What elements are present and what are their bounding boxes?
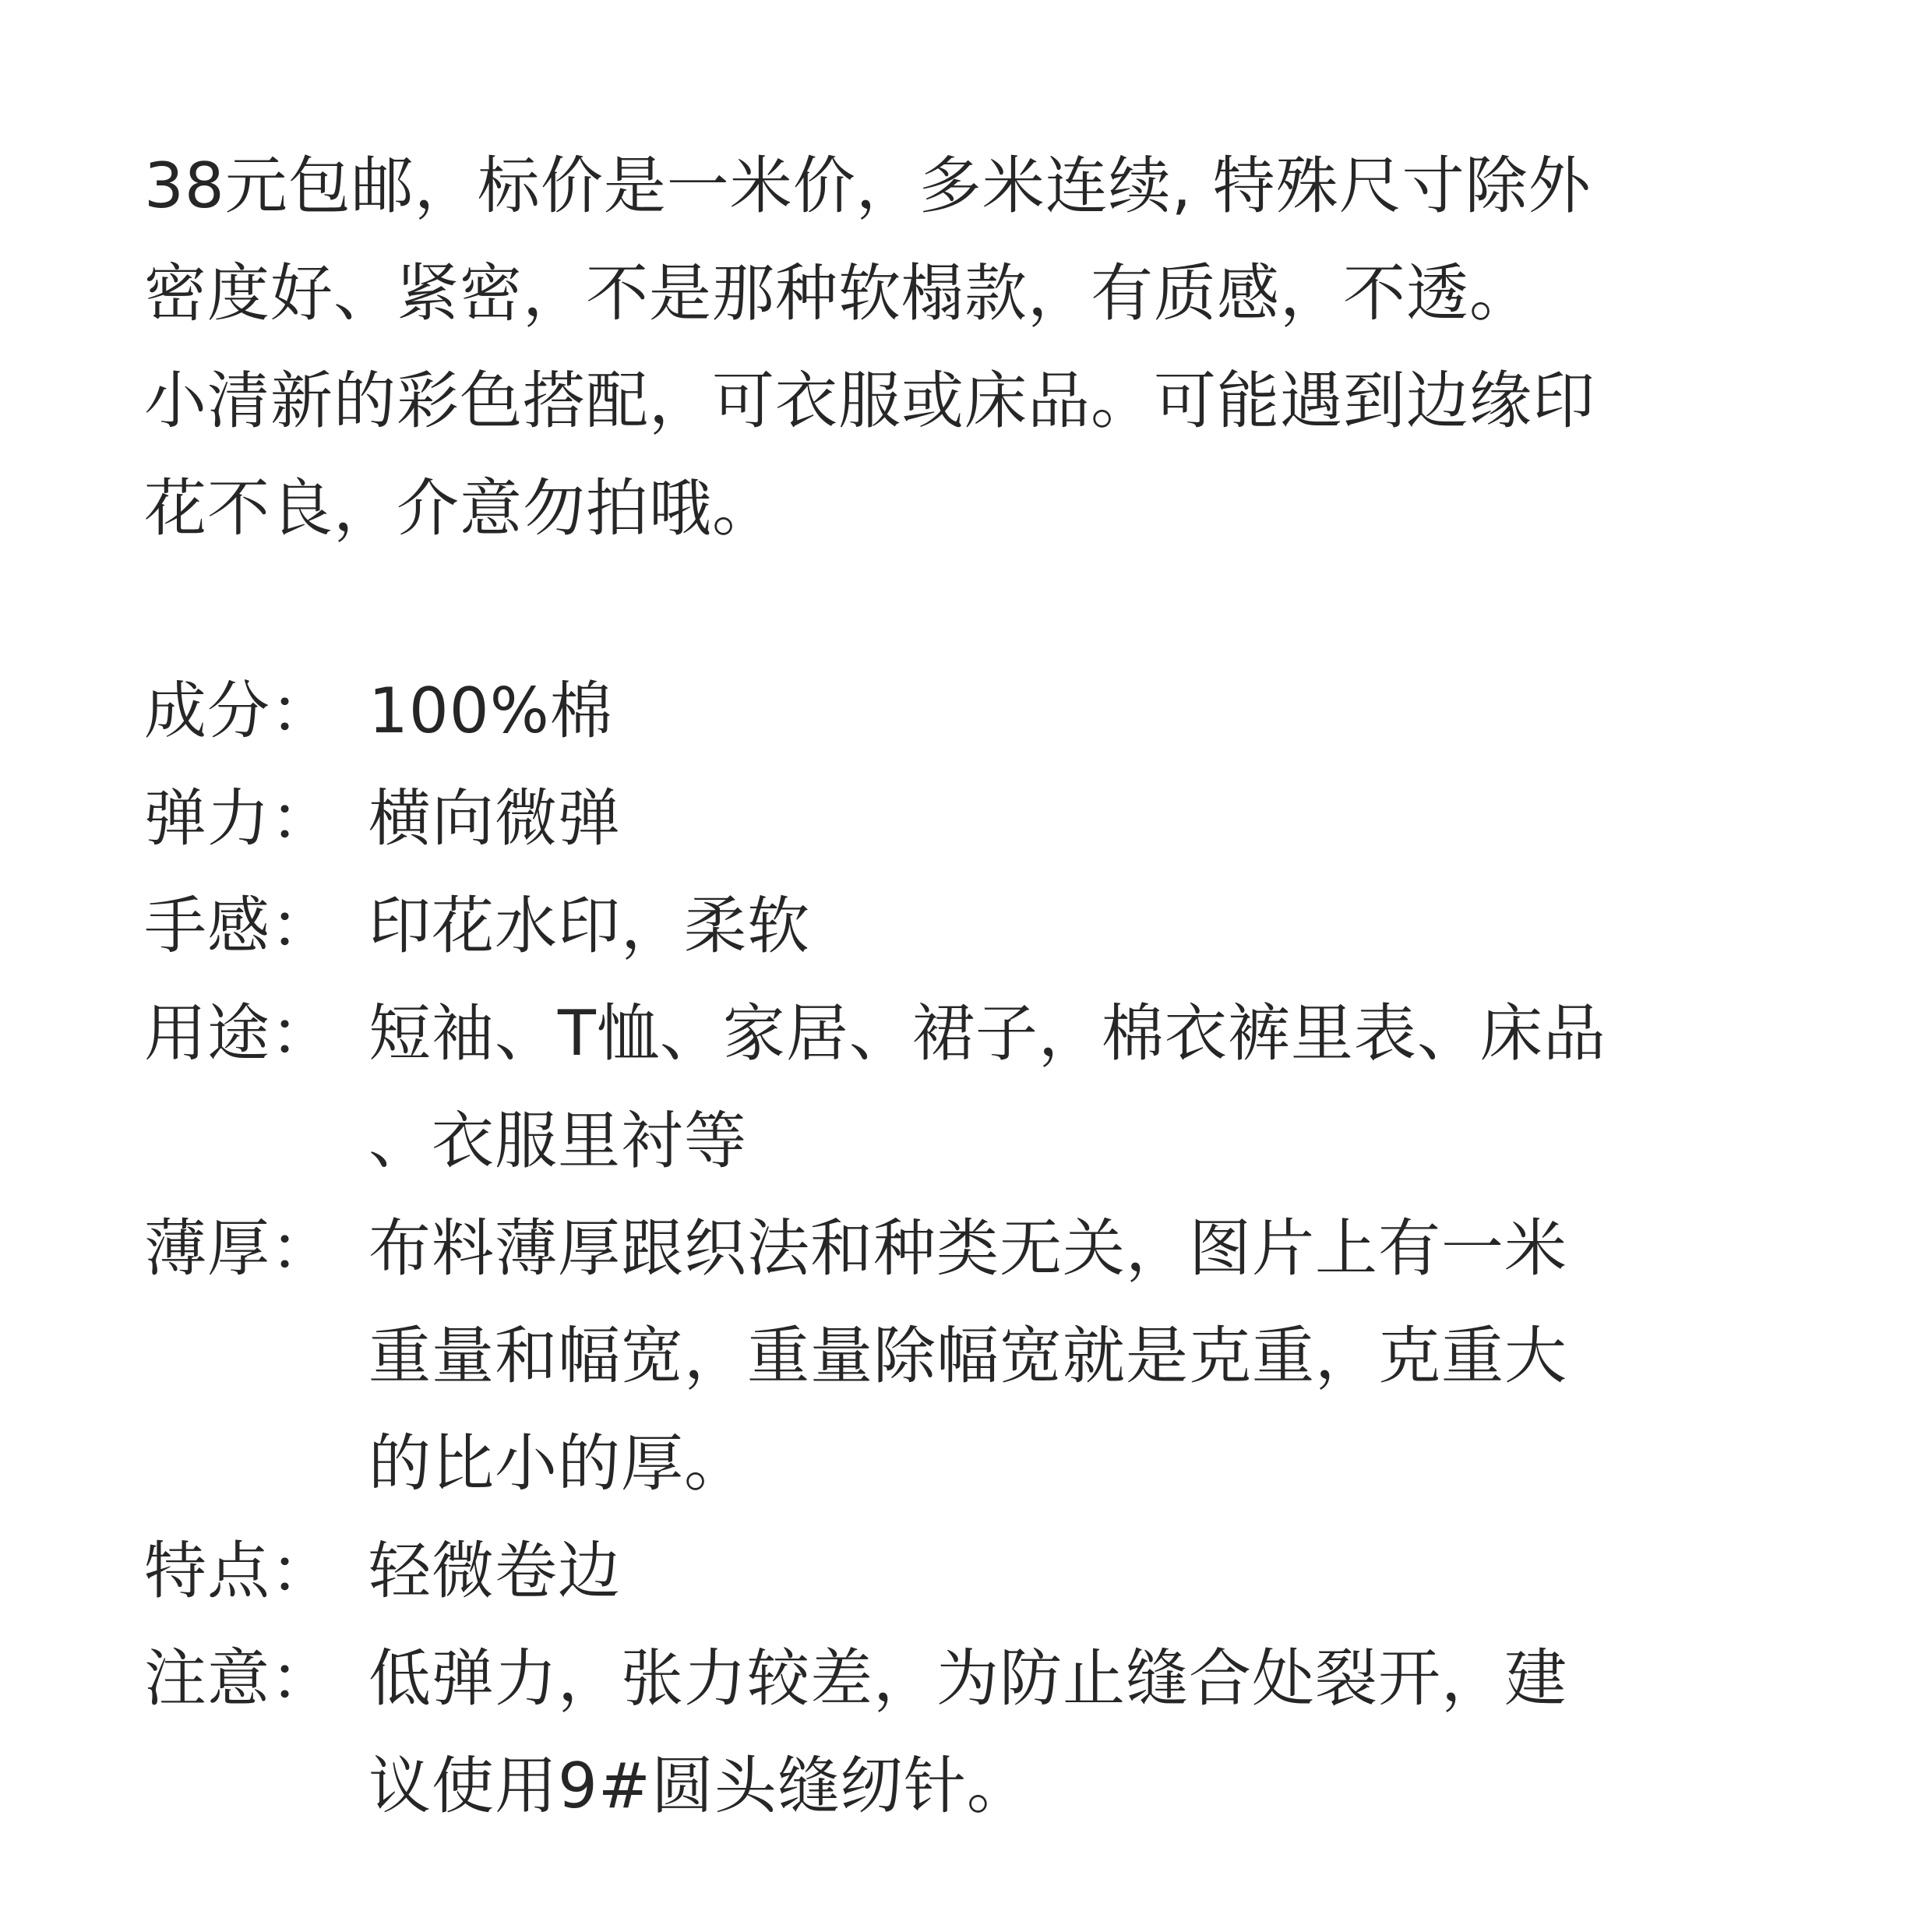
spec-value-line: 100%棉	[368, 675, 613, 747]
spec-value	[368, 1625, 1905, 1840]
intro-line-4: 花不良，介意勿拍哦。	[144, 472, 775, 545]
intro-line-3: 小清新的彩色搭配，可衣服或床品。可能遇到边缘印	[144, 365, 1595, 437]
spec-value-line: 横向微弹	[368, 782, 621, 855]
spec-value-line: 、衣服里衬等	[368, 1105, 747, 1177]
spec-value-line: 的比小的厚。	[368, 1427, 747, 1500]
spec-label: 特点：	[144, 1535, 333, 1607]
spec-value-line: 印花水印，柔软	[368, 890, 810, 962]
spec-value	[368, 1195, 1905, 1518]
intro-line-1: 38元包邮，标价是一米价，多米连续, 特殊尺寸除外	[144, 150, 1592, 222]
spec-value	[368, 1518, 1905, 1625]
spec-value	[368, 765, 1905, 873]
spec-row-usage	[144, 980, 1905, 1195]
spec-label: 用途：	[144, 997, 333, 1070]
intro-paragraph	[144, 132, 1905, 562]
product-description-page	[144, 0, 1905, 1932]
spec-label: 薄厚：	[144, 1212, 333, 1285]
spec-value-line: 轻微卷边	[368, 1535, 621, 1607]
spec-value-line: 布料薄厚跟织法和种类无关，图片上有一米	[368, 1212, 1567, 1285]
intro-line-2: 密度好、紧密，不是那种软榻款，有质感，不透。	[144, 257, 1532, 330]
spec-value-line: 重量和幅宽，重量除幅宽就是克重，克重大	[368, 1320, 1567, 1392]
spec-row-features	[144, 1518, 1905, 1625]
spec-value	[368, 980, 1905, 1195]
spec-value-line: 短袖、T恤、家居、裙子，棉衣裤里表、床品	[368, 997, 1606, 1070]
spec-list	[144, 658, 1905, 1840]
spec-value-line: 低弹力，张力较差，为防止缝合处裂开，建	[368, 1642, 1567, 1715]
spec-value	[368, 873, 1905, 980]
spec-row-thickness	[144, 1195, 1905, 1518]
spec-label: 成分：	[144, 675, 333, 747]
spec-row-composition	[144, 658, 1905, 765]
spec-label: 手感：	[144, 890, 333, 962]
spec-label: 注意：	[144, 1642, 333, 1715]
spec-value	[368, 658, 1905, 765]
spec-row-notes	[144, 1625, 1905, 1840]
spec-row-hand-feel	[144, 873, 1905, 980]
spec-value-line: 议使用9#圆头缝纫针。	[368, 1750, 1030, 1822]
spec-row-elasticity	[144, 765, 1905, 873]
spec-label: 弹力：	[144, 782, 333, 855]
